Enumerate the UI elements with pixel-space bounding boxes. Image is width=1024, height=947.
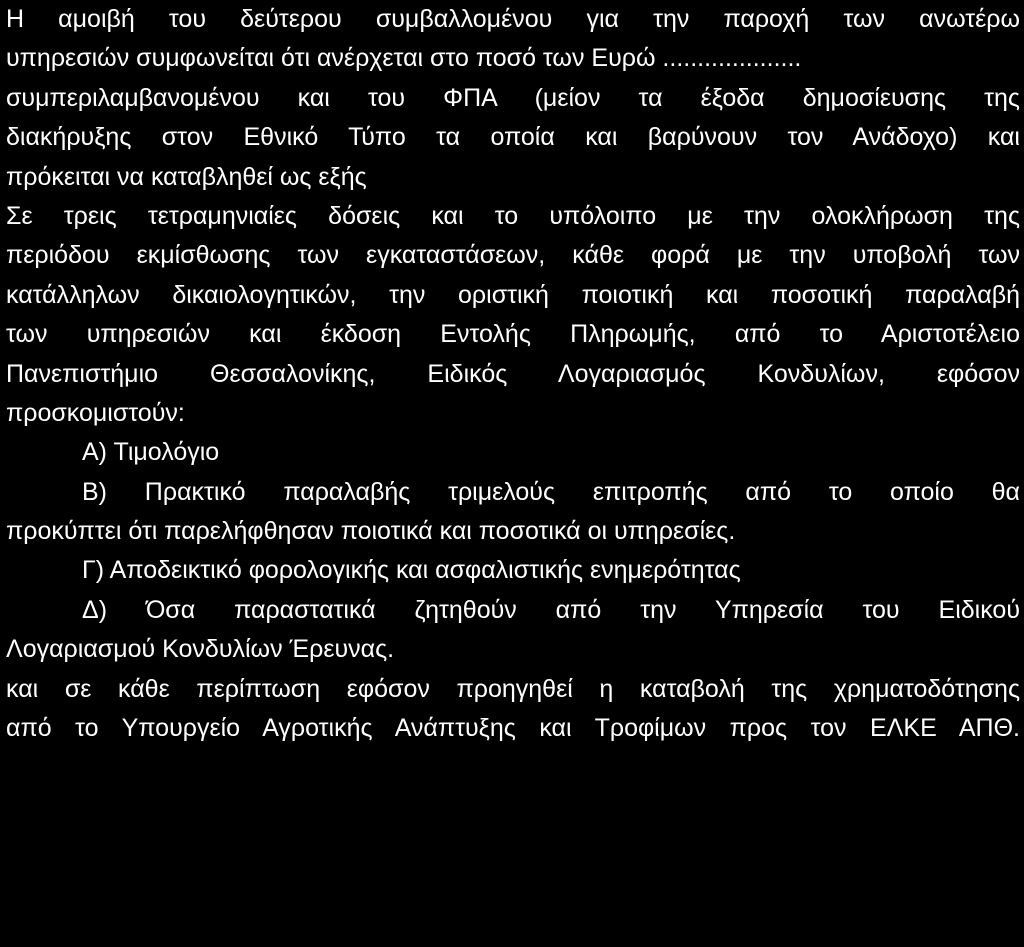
document-body: [6, 0, 1020, 748]
text-line: κατάλληλων δικαιολογητικών, την οριστική ποιοτική και ποσοτική παραλαβή: [6, 280, 1020, 309]
list-item: Δ) Όσα παραστατικά ζητηθούν από την Υπηρεσία του Ειδικού: [82, 595, 1020, 624]
text-line: και σε κάθε περίπτωση εφόσον προηγηθεί η καταβολή της χρηματοδότησης: [6, 674, 1020, 703]
list-item: Β) Πρακτικό παραλαβής τριμελούς επιτροπής από το οποίο θα: [82, 477, 1020, 506]
text-line: πρόκειται να καταβληθεί ως εξής: [6, 162, 367, 191]
list-item: Γ) Αποδεικτικό φορολογικής και ασφαλιστικής ενημερότητας: [82, 556, 741, 585]
text-line: προσκομιστούν:: [6, 398, 185, 427]
text-line: προκύπτει ότι παρελήφθησαν ποιοτικά και ποσοτικά οι υπηρεσίες.: [6, 517, 736, 546]
text-line: διακήρυξης στον Εθνικό Τύπο τα οποία και βαρύνουν τον Ανάδοχο) και: [6, 123, 1020, 152]
text-line: περιόδου εκμίσθωσης των εγκαταστάσεων, κάθε φορά με την υποβολή των: [6, 241, 1020, 270]
text-line: Σε τρεις τετραμηνιαίες δόσεις και το υπόλοιπο με την ολοκλήρωση της: [6, 201, 1020, 230]
text-line: από το Υπουργείο Αγροτικής Ανάπτυξης και Τροφίμων προς τον ΕΛΚΕ ΑΠΘ.: [6, 714, 1020, 743]
text-line: των υπηρεσιών και έκδοση Εντολής Πληρωμής, από το Αριστοτέλειο: [6, 320, 1020, 349]
text-line: Πανεπιστήμιο Θεσσαλονίκης, Ειδικός Λογαριασμός Κονδυλίων, εφόσον: [6, 359, 1020, 388]
text-line: συμπεριλαμβανομένου και του ΦΠΑ (μείον τα έξοδα δημοσίευσης της: [6, 83, 1020, 112]
list-item: Α) Τιμολόγιο: [82, 438, 220, 467]
text-line: Η αμοιβή του δεύτερου συμβαλλομένου για την παροχή των ανωτέρω: [6, 5, 1020, 33]
text-line: Λογαριασμού Κονδυλίων Έρευνας.: [6, 635, 395, 664]
text-line: υπηρεσιών συμφωνείται ότι ανέρχεται στο ποσό των Ευρώ ....................: [6, 44, 802, 73]
